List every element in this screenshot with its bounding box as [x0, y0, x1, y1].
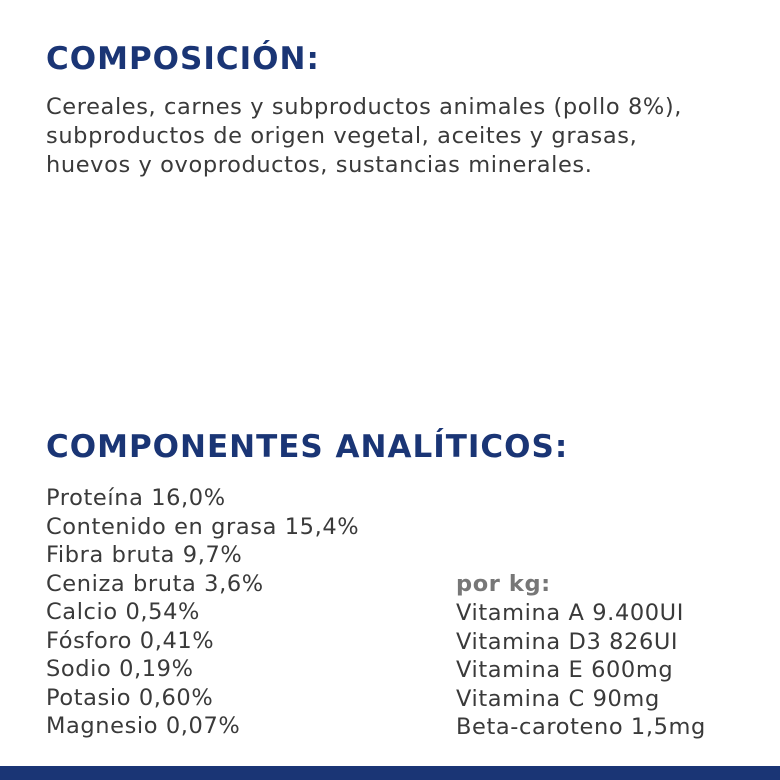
composition-text: Cereales, carnes y subproductos animales (pollo 8%), subproductos de origen vegetal, aceites y grasas, huevos y ovoproductos, sustancias minerales. [46, 94, 683, 178]
composition-heading: COMPOSICIÓN: [46, 41, 320, 77]
analytical-item-calcium: Calcio 0,54% [46, 599, 200, 625]
bottom-color-bar [0, 766, 780, 780]
vitamin-c-item: Vitamina C 90mg [456, 685, 660, 712]
beta-carotene-item: Beta-caroteno 1,5mg [456, 714, 706, 740]
analytical-item-phosphorus: Fósforo 0,41% [46, 627, 215, 654]
per-kg-label: por kg: [456, 571, 551, 597]
analytical-components-list [46, 484, 359, 741]
analytical-item-ash: Ceniza bruta 3,6% [46, 570, 264, 597]
analytical-item-fiber: Fibra bruta 9,7% [46, 542, 243, 568]
analytical-item-protein: Proteína 16,0% [46, 485, 226, 511]
vitamin-d3-item: Vitamina D3 826UI [456, 628, 679, 655]
vitamins-list [456, 599, 706, 742]
analytical-item-potassium: Potasio 0,60% [46, 684, 214, 711]
analytical-item-sodium: Sodio 0,19% [46, 656, 194, 682]
analytical-item-fat: Contenido en grasa 15,4% [46, 513, 360, 540]
vitamin-a-item: Vitamina A 9.400UI [456, 600, 684, 626]
analytical-item-magnesium: Magnesio 0,07% [46, 713, 241, 739]
vitamin-e-item: Vitamina E 600mg [456, 657, 674, 683]
analytical-components-heading: COMPONENTES ANALÍTICOS: [46, 429, 569, 465]
